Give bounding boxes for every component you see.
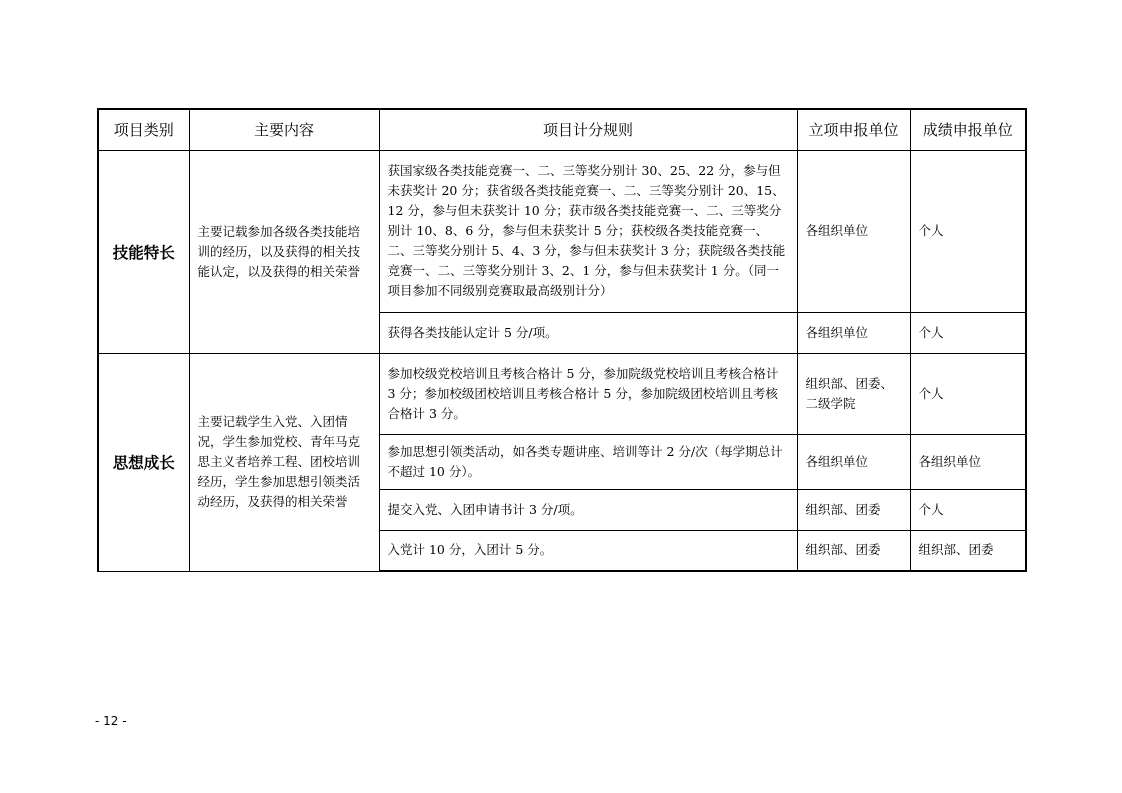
score-unit-cell: 个人 bbox=[910, 353, 1026, 434]
header-score-unit: 成绩申报单位 bbox=[910, 109, 1026, 150]
rule-cell: 入党计 10 分，入团计 5 分。 bbox=[379, 530, 797, 571]
content-cell: 主要记载学生入党、入团情况，学生参加党校、青年马克思主义者培养工程、团校培训经历，学生参加思想引领类活动经历，及获得的相关荣誉 bbox=[189, 353, 379, 571]
rule-cell: 参加思想引领类活动，如各类专题讲座、培训等计 2 分/次（每学期总计不超过 10 分）。 bbox=[379, 434, 797, 489]
score-unit-cell: 各组织单位 bbox=[910, 434, 1026, 489]
category-cell: 思想成长 bbox=[98, 353, 189, 571]
rule-cell: 参加校级党校培训且考核合格计 5 分，参加院级党校培训且考核合格计 3 分；参加校级团校培训且考核合格计 5 分，参加院级团校培训且考核合格计 3 分。 bbox=[379, 353, 797, 434]
score-unit-cell: 个人 bbox=[910, 489, 1026, 530]
score-unit-cell: 个人 bbox=[910, 312, 1026, 353]
scoring-rules-table bbox=[97, 108, 1027, 572]
project-unit-cell: 组织部、团委 bbox=[797, 530, 910, 571]
project-unit-cell: 各组织单位 bbox=[797, 434, 910, 489]
header-scoring-rule: 项目计分规则 bbox=[379, 109, 797, 150]
project-unit-cell: 各组织单位 bbox=[797, 150, 910, 312]
rule-cell: 提交入党、入团申请书计 3 分/项。 bbox=[379, 489, 797, 530]
category-cell: 技能特长 bbox=[98, 150, 189, 353]
header-content: 主要内容 bbox=[189, 109, 379, 150]
project-unit-cell: 组织部、团委、二级学院 bbox=[797, 353, 910, 434]
table-row bbox=[98, 150, 1026, 312]
rule-cell: 获国家级各类技能竞赛一、二、三等奖分别计 30、25、22 分，参与但未获奖计 20 分；获省级各类技能竞赛一、二、三等奖分别计 20、15、12 分，参与但未获奖计 10 分；获市级各类技能竞赛一、二、三等奖分别计 10、8、6 分，参与但未获奖计 5 分；获校级各类技能竞赛一、二、三等奖分别计 5、4、3 分，参与但未获奖计 3 分；获院级各类技能竞赛一、二、三等奖分别计 3、2、1 分，参与但未获奖计 1 分。（同一项目参加不同级别竞赛取最高级别计分） bbox=[379, 150, 797, 312]
rule-cell: 获得各类技能认定计 5 分/项。 bbox=[379, 312, 797, 353]
project-unit-cell: 各组织单位 bbox=[797, 312, 910, 353]
table-header-row bbox=[98, 109, 1026, 150]
score-unit-cell: 个人 bbox=[910, 150, 1026, 312]
score-unit-cell: 组织部、团委 bbox=[910, 530, 1026, 571]
project-unit-cell: 组织部、团委 bbox=[797, 489, 910, 530]
header-category: 项目类别 bbox=[98, 109, 189, 150]
content-cell: 主要记载参加各级各类技能培训的经历，以及获得的相关技能认定，以及获得的相关荣誉 bbox=[189, 150, 379, 353]
header-project-unit: 立项申报单位 bbox=[797, 109, 910, 150]
table-row bbox=[98, 353, 1026, 434]
page-number: - 12 - bbox=[95, 714, 127, 728]
